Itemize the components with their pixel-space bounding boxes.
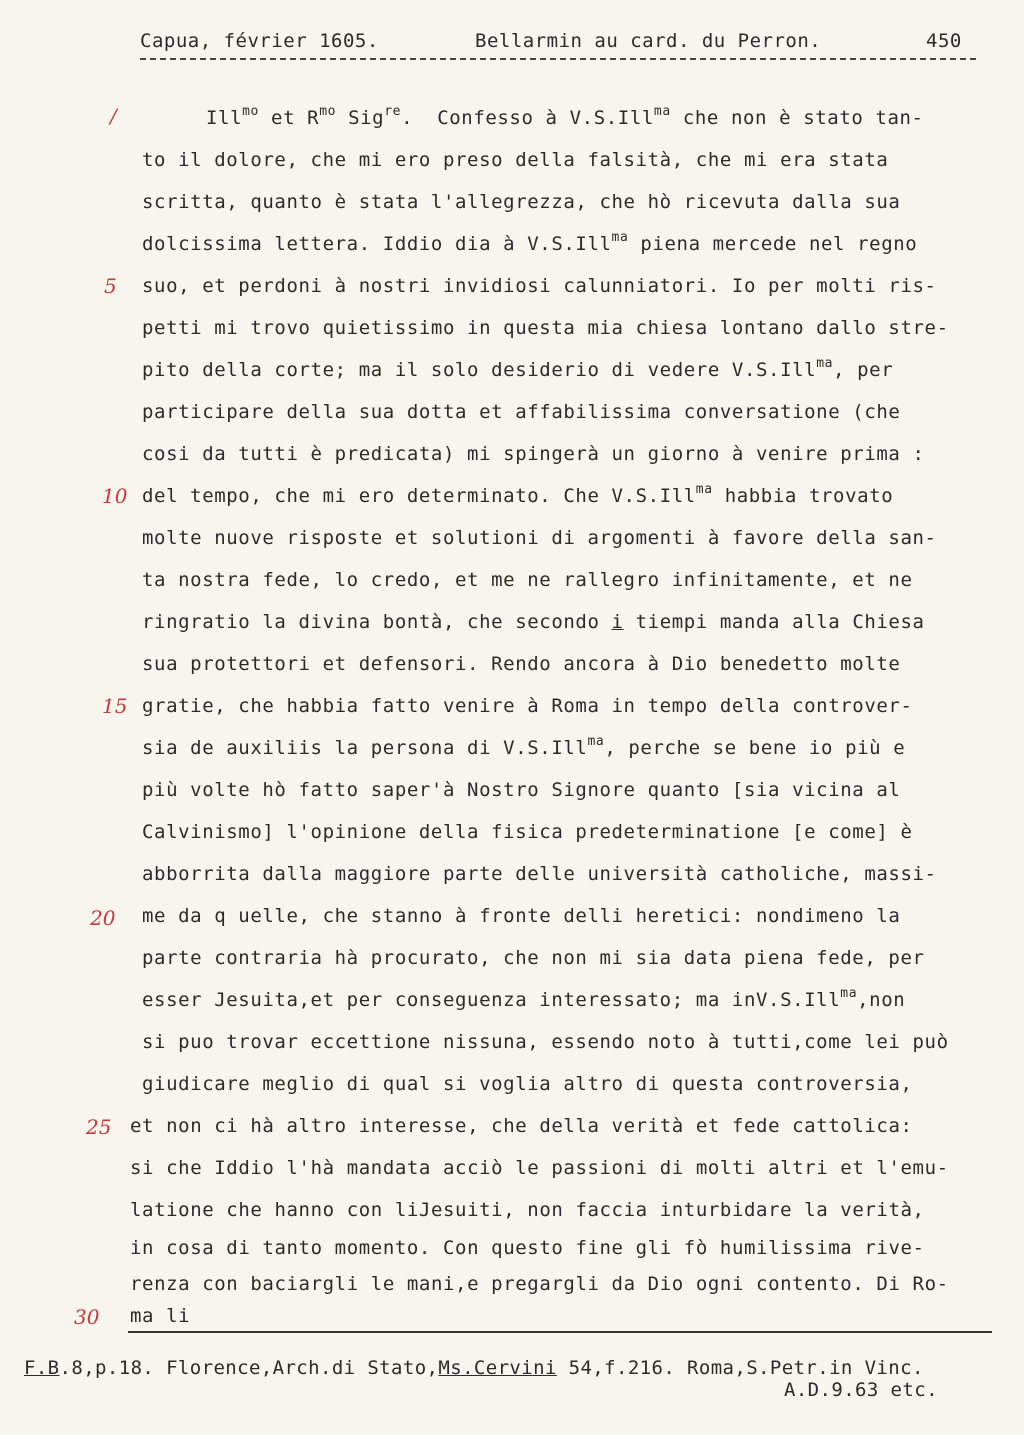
text-line-2: to il dolore, che mi ero preso della falsità, che mi era stata [142, 149, 889, 171]
text-line-29: renza con baciargli le mani,e pregargli da Dio ogni contento. Di Ro- [130, 1273, 949, 1295]
text-segment: dolcissima lettera. Iddio dia à V.S.Ill [142, 233, 612, 255]
text-segment: , perche se bene io più e [604, 737, 906, 759]
header-title: Bellarmin au card. du Perron. [475, 30, 822, 52]
margin-number-15: 15 [102, 694, 128, 718]
margin-number-20: 20 [90, 906, 116, 930]
superscript-ma: ma [587, 734, 605, 749]
text-segment: ,non [857, 989, 906, 1011]
salutation-sig: Sig [348, 107, 385, 129]
salutation-et: et R [271, 107, 320, 129]
text-line-28: in cosa di tanto momento. Con questo fine gli fò humilissima rive- [130, 1237, 925, 1259]
margin-number-10: 10 [102, 484, 128, 508]
superscript-ma: ma [840, 986, 858, 1001]
text-line-11: molte nuove risposte et solutioni di argomenti à favore della san- [142, 527, 937, 549]
text-line-30: ma li [130, 1305, 191, 1327]
text-line-3: scritta, quanto è stata l'allegrezza, che hò ricevuta dalla sua [142, 191, 901, 213]
footer-ref-manuscript: Ms.Cervini [438, 1357, 557, 1379]
text-line-14: sua protettori et defensori. Rendo ancora à Dio benedetto molte [142, 653, 901, 675]
text-line-27: latione che hanno con liJesuiti, non faccia inturbidare la verità, [130, 1199, 925, 1221]
text-segment: sia de auxiliis la persona di V.S.Ill [142, 737, 588, 759]
footer-rule [128, 1331, 992, 1333]
text-segment: del tempo, che mi ero determinato. Che V.S.Ill [142, 485, 696, 507]
text-line-24: giudicare meglio di qual si voglia altro di questa controversia, [142, 1073, 913, 1095]
superscript-ma: ma [611, 230, 629, 245]
footer-ref-fb: F.B [24, 1357, 60, 1379]
text-line-1 [206, 106, 924, 130]
superscript-ma: ma [653, 104, 671, 119]
margin-number-1: / [110, 104, 117, 128]
text-line-23: si puo trovar eccettione nissuna, essendo noto à tutti,come lei può [142, 1031, 949, 1053]
text-line-20: me da q uelle, che stanno à fronte delli heretici: nondimeno la [142, 905, 901, 927]
text-segment: piena mercede nel regno [628, 233, 918, 255]
text-line-12: ta nostra fede, lo credo, et me ne rallegro infinitamente, et ne [142, 569, 913, 591]
text-line-8: participare della sua dotta et affabilissima conversatione (che [142, 401, 901, 423]
text-line-13 [142, 610, 925, 634]
footer-ref-folio: 54,f.216. Roma,S.Petr.in Vinc. [556, 1357, 924, 1379]
underlined-word: i [611, 611, 624, 633]
text-line-19: abborrita dalla maggiore parte delle università catholiche, massi- [142, 863, 937, 885]
text-segment: ringratio la divina bontà, che secondo [142, 611, 612, 633]
footer-reference [24, 1356, 924, 1380]
header-rule [140, 58, 976, 60]
footer-ref-archive: .8,p.18. Florence,Arch.di Stato, [59, 1357, 439, 1379]
superscript-mo: mo [319, 104, 337, 119]
footer-reference-line-2: A.D.9.63 etc. [784, 1379, 938, 1401]
superscript-mo: mo [242, 104, 259, 119]
page-header [140, 30, 976, 56]
page-number: 450 [926, 30, 962, 52]
text-line-18: Calvinismo] l'opinione della fisica predeterminatione [e come] è [142, 821, 913, 843]
superscript-ma: ma [695, 482, 713, 497]
superscript-re: re [384, 104, 402, 119]
superscript-ma: ma [816, 356, 834, 371]
salutation-dot: . [401, 107, 414, 129]
text-segment: esser Jesuita,et per conseguenza interessato; ma inV.S.Ill [142, 989, 841, 1011]
text-line-9: cosi da tutti è predicata) mi spingerà un giorno à venire prima : [142, 443, 925, 465]
text-segment: habbia trovato [712, 485, 894, 507]
text-line-10 [142, 484, 893, 508]
salutation-confesso: Confesso à V.S.Ill [437, 107, 654, 129]
line-1-rest: che non è stato tan- [682, 107, 924, 129]
text-line-21: parte contraria hà procurato, che non mi sia data piena fede, per [142, 947, 925, 969]
text-line-4 [142, 232, 917, 256]
text-segment: pito della corte; ma il solo desiderio di vedere V.S.Ill [142, 359, 817, 381]
salutation-ill: Ill [206, 107, 243, 129]
text-line-5: suo, et perdoni à nostri invidiosi calunniatori. Io per molti ris- [142, 275, 937, 297]
text-segment: , per [833, 359, 894, 381]
text-line-25: et non ci hà altro interesse, che della verità et fede cattolica: [130, 1115, 913, 1137]
header-place-date: Capua, février 1605. [140, 30, 379, 52]
margin-number-5: 5 [104, 274, 117, 298]
margin-number-30: 30 [74, 1305, 100, 1329]
margin-number-25: 25 [86, 1115, 112, 1139]
text-line-16 [142, 736, 905, 760]
text-line-15: gratie, che habbia fatto venire à Roma in tempo della controver- [142, 695, 913, 717]
text-line-6: petti mi trovo quietissimo in questa mia chiesa lontano dallo stre- [142, 317, 949, 339]
text-segment: tiempi manda alla Chiesa [623, 611, 925, 633]
text-line-26: si che Iddio l'hà mandata acciò le passioni di molti altri et l'emu- [130, 1157, 949, 1179]
text-line-22 [142, 988, 905, 1012]
text-line-7 [142, 358, 893, 382]
text-line-17: più volte hò fatto saper'à Nostro Signore quanto [sia vicina al [142, 779, 901, 801]
